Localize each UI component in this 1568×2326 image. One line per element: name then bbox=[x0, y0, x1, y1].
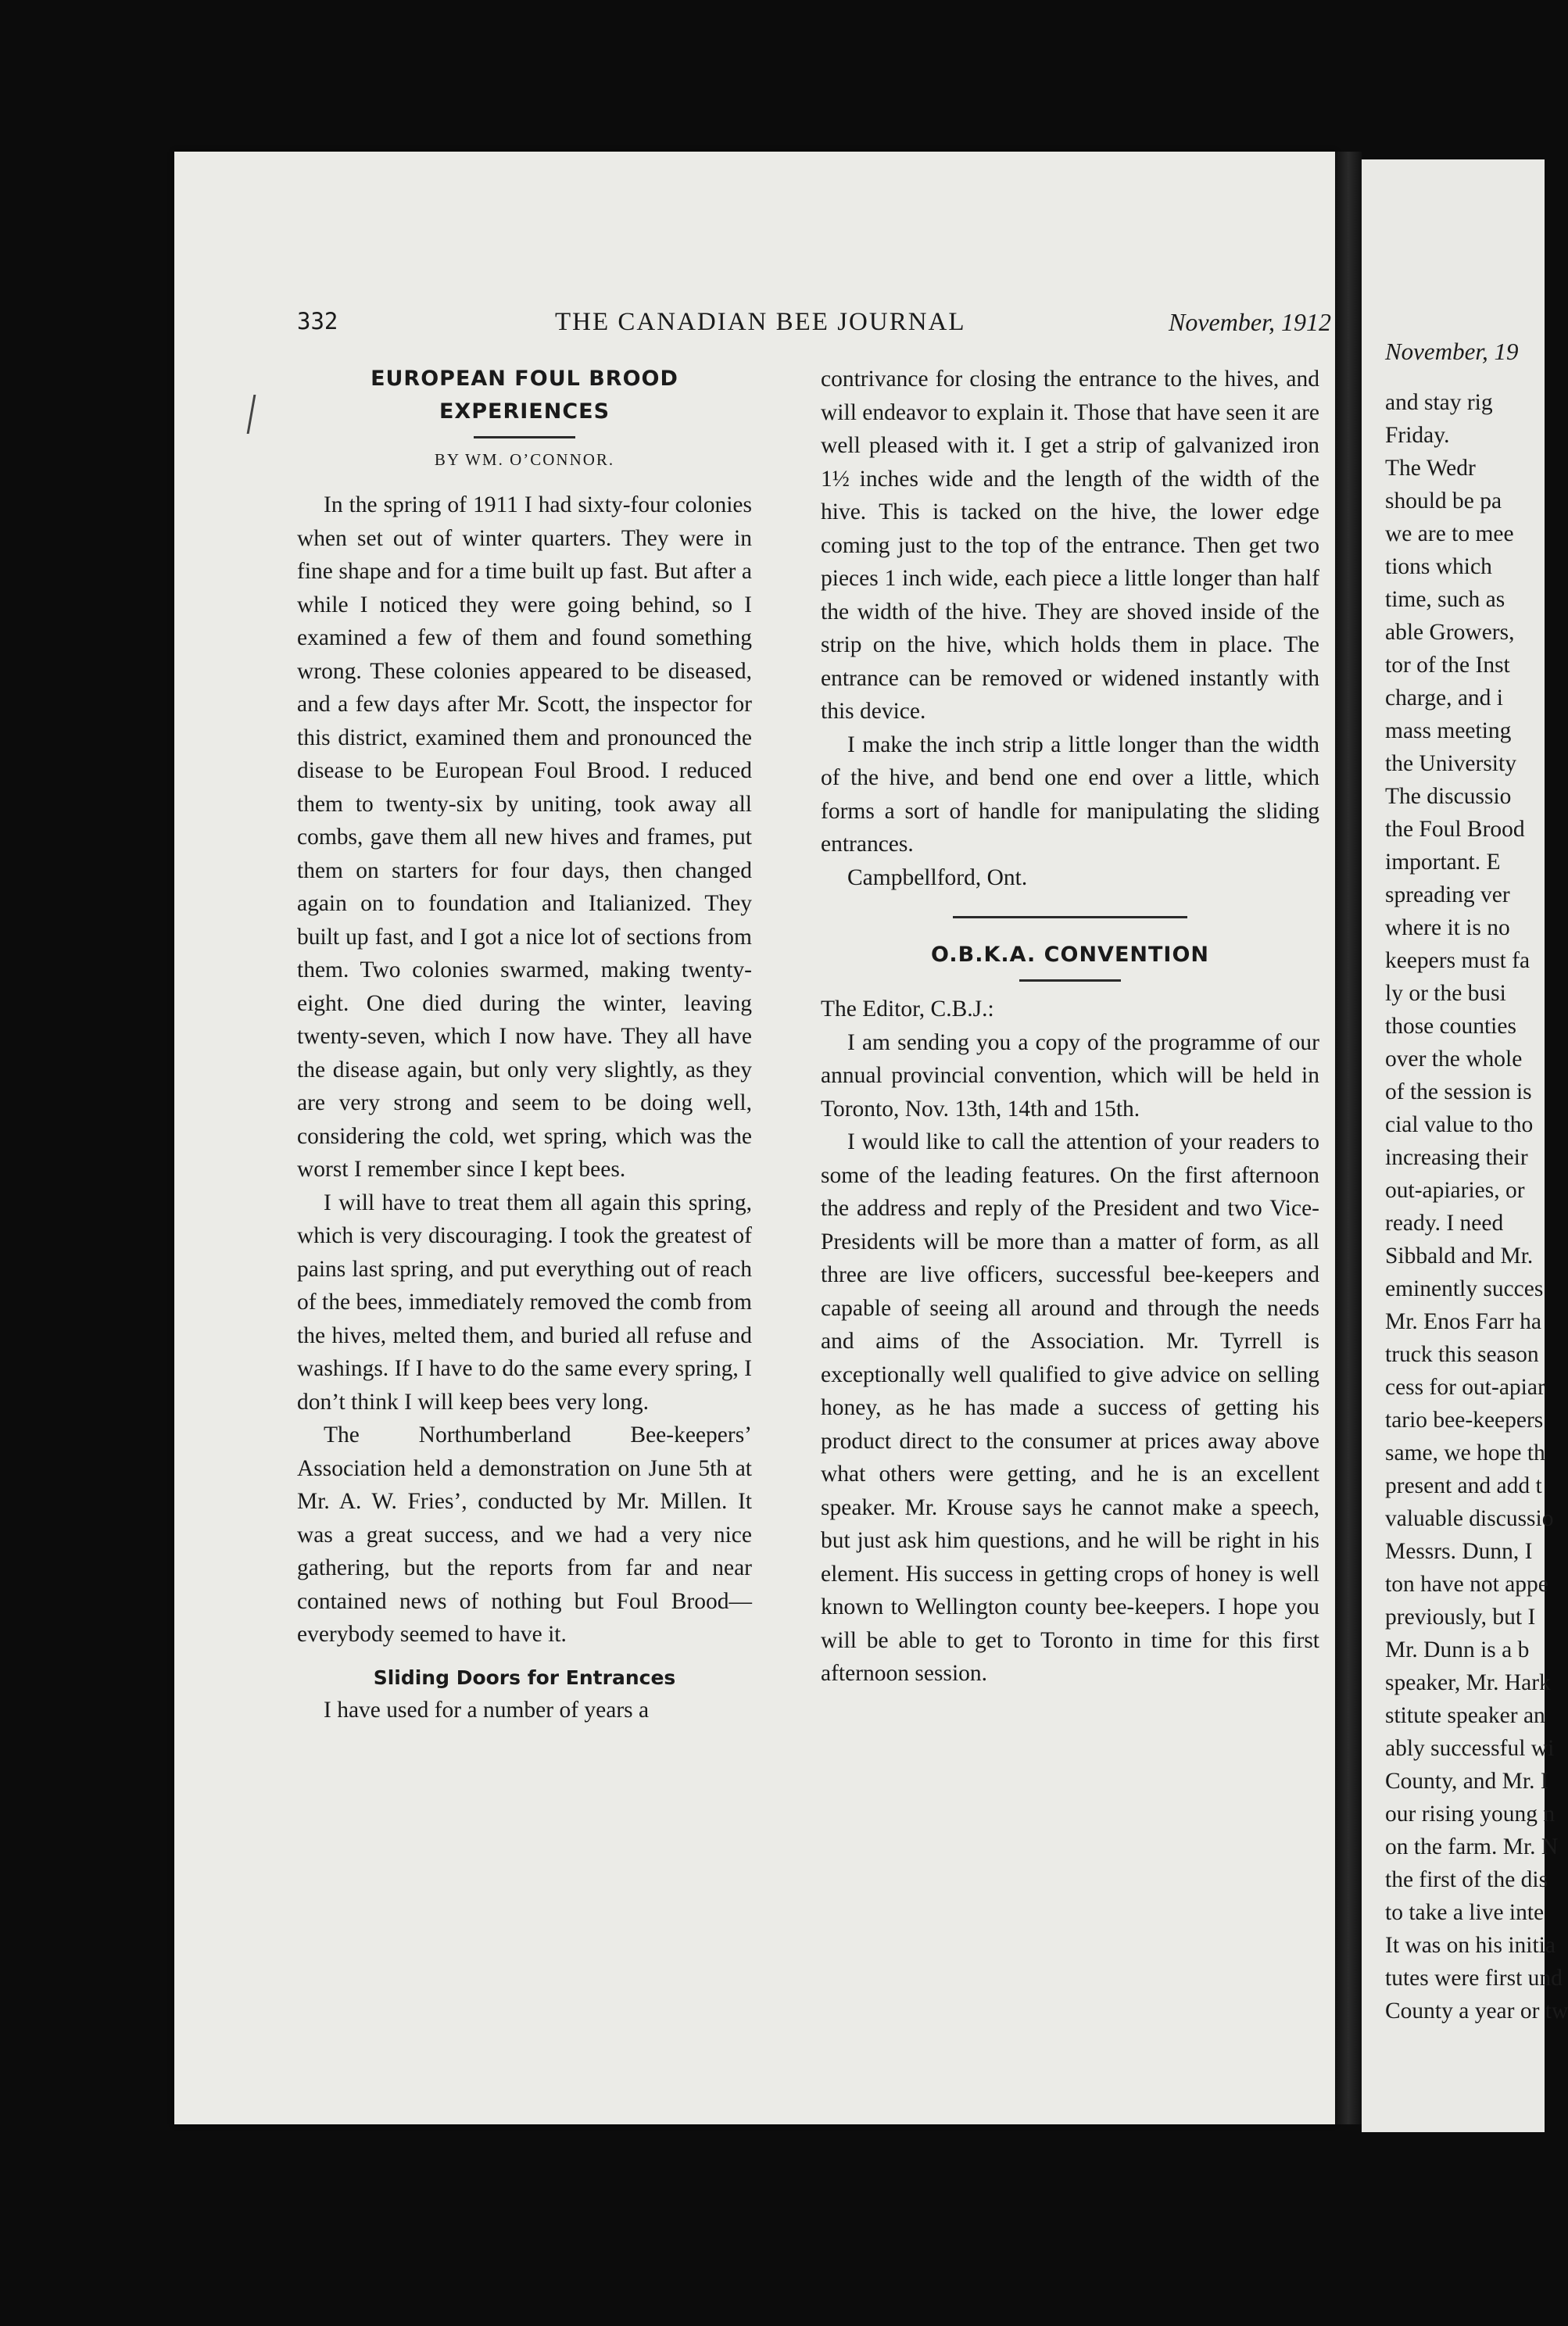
adjacent-page-line: out-apiaries, or bbox=[1385, 1178, 1525, 1203]
paragraph: In the spring of 1911 I had sixty-four colonies when set out of winter quarters. They were in fine shape and for a time built up fast. But after a while I noticed they were going behind, so I examined a few of them and found something wrong. These colonies appeared to be diseased, and a few days after Mr. Scott, the inspector for this district, examined them and pronounced the disease to be European Foul Brood. I reduced them to twenty-six by uniting, took away all combs, gave them all new hives and frames, put them on starters for four days, then changed again on to foundation and Italianized. They built up fast, and I got a nice lot of sections from them. Two colonies swarmed, making twenty-eight. One died during the winter, leaving twenty-seven, which I now have. They all have the disease again, but only very slightly, as they are very strong and seem to be doing well, considering the cold, wet spring, which was the worst I remember since I kept bees. bbox=[297, 492, 752, 1182]
adjacent-page-line: Sibbald and Mr. bbox=[1385, 1244, 1534, 1269]
adjacent-page-line: of the session is bbox=[1385, 1079, 1532, 1104]
adjacent-page-line: keepers must fa bbox=[1385, 948, 1530, 973]
adjacent-page-line: valuable discussio bbox=[1385, 1506, 1554, 1531]
subheading: Sliding Doors for Entrances bbox=[373, 1666, 676, 1689]
adjacent-page-line: Mr. Enos Farr ha bbox=[1385, 1309, 1541, 1334]
adjacent-page-text bbox=[1385, 386, 1568, 2027]
adjacent-page-line: should be pa bbox=[1385, 488, 1502, 514]
adjacent-page-line: tario bee-keepers bbox=[1385, 1408, 1544, 1433]
adjacent-page-line: charge, and i bbox=[1385, 685, 1503, 710]
paragraph: I am sending you a copy of the programme of our annual provincial convention, which will be held in Toronto, Nov. 13th, 14th and 15th. bbox=[821, 1029, 1319, 1122]
adjacent-page-line: County, and Mr. I bbox=[1385, 1769, 1548, 1794]
page-header bbox=[297, 308, 1348, 342]
adjacent-page-line: truck this season bbox=[1385, 1342, 1539, 1367]
adjacent-page-line: we are to mee bbox=[1385, 521, 1514, 546]
section-title-rule bbox=[1019, 979, 1121, 982]
adjacent-page-line: those counties bbox=[1385, 1014, 1516, 1039]
adjacent-page-line: eminently succes bbox=[1385, 1276, 1544, 1301]
adjacent-page-line: present and add t bbox=[1385, 1473, 1542, 1498]
adjacent-page-line: same, we hope th bbox=[1385, 1440, 1545, 1465]
adjacent-page-line: Messrs. Dunn, I bbox=[1385, 1539, 1533, 1564]
adjacent-page-line: ton have not appe bbox=[1385, 1572, 1548, 1597]
adjacent-page-line: where it is no bbox=[1385, 915, 1510, 940]
journal-title: THE CANADIAN BEE JOURNAL bbox=[555, 308, 966, 336]
adjacent-page-line: the first of the dis bbox=[1385, 1867, 1548, 1892]
adjacent-page-date: November, 19 bbox=[1385, 338, 1519, 365]
adjacent-page-line: tor of the Inst bbox=[1385, 653, 1510, 678]
adjacent-page-line: and stay rig bbox=[1385, 390, 1493, 415]
paragraph: I make the inch strip a little longer than the width of the hive, and bend one end over a little, which forms a sort of handle for manipulating the sliding entrances. bbox=[821, 732, 1319, 857]
byline: BY WM. O’CONNOR. bbox=[434, 450, 615, 469]
page-gutter bbox=[1335, 152, 1362, 2124]
adjacent-page-line: It was on his initia bbox=[1385, 1933, 1555, 1958]
adjacent-page-line: the Foul Brood bbox=[1385, 817, 1525, 842]
pencil-mark bbox=[247, 395, 288, 434]
adjacent-page-line: mass meeting bbox=[1385, 718, 1512, 743]
adjacent-page-line: cess for out-apiar bbox=[1385, 1375, 1545, 1400]
adjacent-page bbox=[1362, 159, 1568, 2132]
adjacent-page-line: The Wedr bbox=[1385, 456, 1476, 481]
paragraph: I would like to call the attention of your readers to some of the leading features. On the first afternoon the address and reply of the President and two Vice-Presidents will be more than a matter of form, as all three are live officers, successful bee-keepers and capable of seeing all around and through the needs and aims of the Association. Mr. Tyrrell is exceptionally well qualified to give advice on selling honey, as he has made a success of getting his product direct to the consumer at prices away above what others were getting, and he is an excellent speaker. Mr. Krouse says he cannot make a speech, but just ask him questions, and he will be right in his element. His success in getting crops of honey is well known to Wellington county bee-keepers. I hope you will be able to get to Toronto in time for this first afternoon session. bbox=[821, 1129, 1319, 1686]
left-column bbox=[297, 363, 752, 1727]
section-title: O.B.K.A. CONVENTION bbox=[931, 943, 1209, 967]
adjacent-page-line: cial value to tho bbox=[1385, 1112, 1534, 1137]
adjacent-page-line: ably successful wi bbox=[1385, 1736, 1555, 1761]
adjacent-page-line: important. E bbox=[1385, 850, 1501, 875]
adjacent-page-line: speaker, Mr. Hark bbox=[1385, 1670, 1551, 1695]
section-rule bbox=[953, 916, 1187, 918]
adjacent-page-line: tutes were first und bbox=[1385, 1966, 1563, 1991]
adjacent-page-line: the University bbox=[1385, 751, 1516, 776]
salutation: The Editor, C.B.J.: bbox=[821, 997, 994, 1022]
adjacent-page-line: The discussio bbox=[1385, 784, 1512, 809]
adjacent-page-line: Friday. bbox=[1385, 423, 1450, 448]
paragraph: The Northumberland Bee-keepers’ Association held a demonstration on June 5th at Mr. A. W. Fries’, conducted by Mr. Millen. It was a great success, and we had a very nice gathering, but the reports from far and near contained news of nothing but Foul Brood—everybody seemed to have it. bbox=[297, 1422, 752, 1647]
adjacent-page-line: ready. I need bbox=[1385, 1211, 1504, 1236]
article-title: EUROPEAN FOUL BROOD EXPERIENCES bbox=[371, 367, 678, 424]
paragraph: contrivance for closing the entrance to the hives, and will endeavor to explain it. Those that have seen it are well pleased with it. I get a strip of galvanized iron 1½ inches wide and the length of the width of the hive. This is tacked on the hive, the lower edge coming just to the top of the entrance. Then get two pieces 1 inch wide, each piece a little longer than half the width of the hive. They are shoved inside of the strip on the hive, which holds them in place. The entrance can be removed or widened instantly with this device. bbox=[821, 367, 1319, 724]
adjacent-page-line: tions which bbox=[1385, 554, 1492, 579]
signature: Campbellford, Ont. bbox=[847, 864, 1028, 890]
issue-date: November, 1912 bbox=[1169, 308, 1331, 336]
adjacent-page-line: stitute speaker an bbox=[1385, 1703, 1545, 1728]
adjacent-page-line: spreading ver bbox=[1385, 882, 1510, 907]
journal-page bbox=[174, 152, 1335, 2124]
title-rule bbox=[474, 436, 575, 438]
adjacent-page-line: County a year or tw bbox=[1385, 1999, 1568, 2024]
adjacent-page-line: on the farm. Mr. N bbox=[1385, 1834, 1559, 1859]
adjacent-page-line: increasing their bbox=[1385, 1145, 1528, 1170]
adjacent-page-line: over the whole bbox=[1385, 1047, 1523, 1072]
right-column bbox=[821, 363, 1319, 1691]
adjacent-page-line: time, such as bbox=[1385, 587, 1505, 612]
adjacent-page-line: Mr. Dunn is a b bbox=[1385, 1637, 1530, 1662]
adjacent-page-line: to take a live inte bbox=[1385, 1900, 1545, 1925]
page-number: 332 bbox=[297, 308, 338, 335]
adjacent-page-line: ly or the busi bbox=[1385, 981, 1506, 1006]
paragraph: I will have to treat them all again this spring, which is very discouraging. I took the greatest of pains last spring, and put everything out of reach of the bees, immediately removed the comb from the hives, melted them, and buried all refuse and washings. If I have to do the same every spring, I don’t think I will keep bees very long. bbox=[297, 1190, 752, 1415]
paragraph: I have used for a number of years a bbox=[324, 1697, 650, 1723]
adjacent-page-line: our rising young n bbox=[1385, 1802, 1555, 1827]
adjacent-page-line: able Growers, bbox=[1385, 620, 1515, 645]
adjacent-page-line: previously, but I bbox=[1385, 1605, 1536, 1630]
